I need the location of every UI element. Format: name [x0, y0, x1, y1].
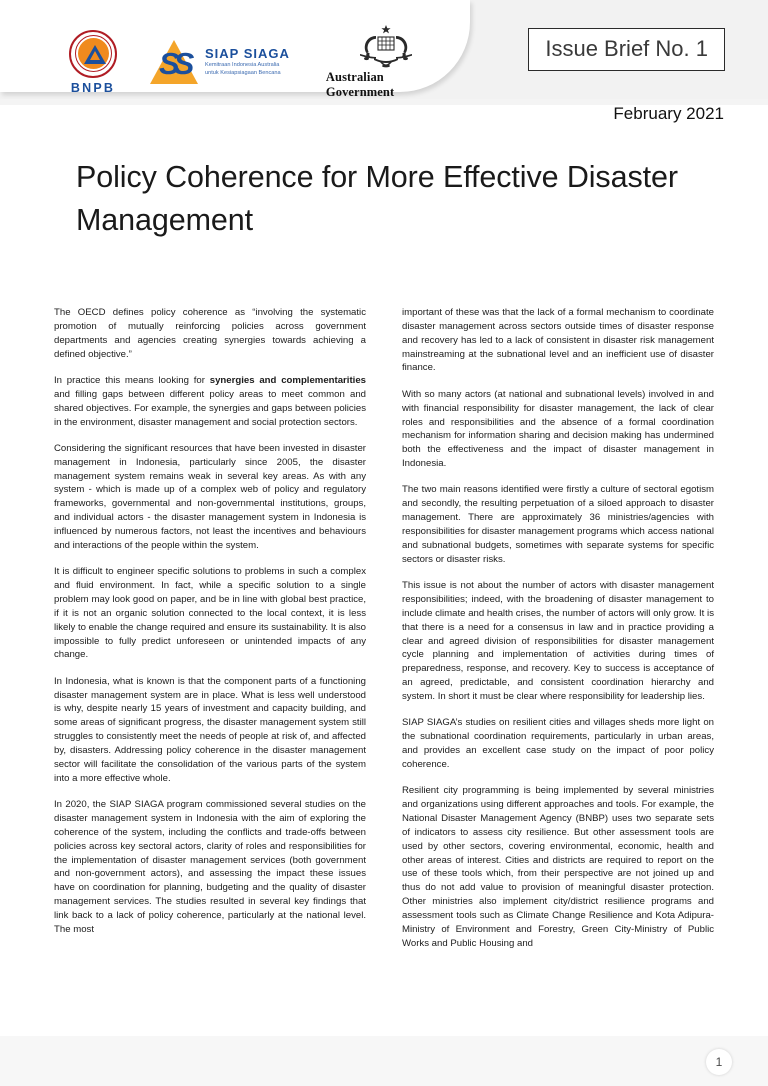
body-text: important of these was that the lack of a formal mechanism to coordinate disaster management across sectors outside times of disaster response and recovery has led to a lack of consistent in disaster risk management mainstreaming at the subnational level and an inefficient use of disaster finance.	[402, 307, 714, 374]
body-text: In practice this means looking for	[54, 374, 210, 386]
logo-row	[58, 24, 446, 100]
body-text: It is difficult to engineer specific solutions to problems in such a complex and fluid environment. In fact, while a specific solution to a single problem may look good on paper, and be in line with global best practice, if it is not an organic solution connected to the local context, it is less likely to enable the change required and ensure its sustainability. It is also impossible to fully predict unforeseen or unintended impacts of any change.	[54, 566, 366, 661]
issue-brief-badge: Issue Brief No. 1	[528, 28, 725, 71]
body-text: With so many actors (at national and subnational levels) involved in and with financial responsibility for disaster management, the lack of clear roles and responsibilities and the absence of a formal coordination mechanism for information sharing and decision making has undermined both the effectiveness and the impact of disaster management in Indonesia.	[402, 388, 714, 470]
siap-siaga-tagline-line1: Kemitraan Indonesia Australia	[205, 61, 280, 68]
body-text: In Indonesia, what is known is that the component parts of a functioning disaster management system are in place. What is less well understood is why, despite nearly 15 years of investment and capacity building, and some areas of significant progress, the disaster management system still struggles to consistently meet the needs of people at risk of, and affected by, disasters. Addressing policy coherence in the disaster management sector will facilitate the consolidation of the various parts of the system into a more effective whole.	[54, 675, 366, 784]
logo-australian-government	[326, 24, 446, 100]
body-text: In 2020, the SIAP SIAGA program commissioned several studies on the disaster management system in Indonesia with the aim of exploring the coherence of the system, including the conflicts and trade-offs between policies across key sectoral actors, clarity of roles and responsibilities for the implementation of disaster management services (both government and non-government actors), and assessing the impact these issues have on coordination for planning, budgeting and the quality of disaster management services. The studies resulted in several key findings that link back to a lack of policy coherence, particularly at the national level. The most	[54, 799, 366, 935]
body-paragraph	[54, 798, 366, 937]
australian-government-wordmark: Australian Government	[325, 70, 395, 99]
bnpb-seal-icon	[69, 30, 117, 78]
body-paragraph	[54, 565, 366, 662]
page-title: Policy Coherence for More Effective Disaster Management	[76, 160, 678, 238]
body-text: and filling gaps between different policy areas to meet common and shared objectives. For example, the synergies and gaps between policies in the environment, disaster management and social protection sectors.	[54, 388, 366, 428]
bnpb-inner-triangle-icon	[90, 51, 100, 60]
body-paragraph	[402, 784, 714, 950]
logo-bnpb	[58, 30, 128, 95]
siap-ss-monogram: SS	[159, 46, 189, 81]
siap-siaga-text-block	[205, 47, 290, 77]
body-paragraph	[402, 306, 714, 375]
body-text: The OECD defines policy coherence as “involving the systematic promotion of mutually reinforcing policies across government departments and agencies creating synergies towards achieving a defined objective.”	[54, 307, 366, 360]
page-number-badge: 1	[706, 1049, 732, 1075]
logo-siap-siaga	[150, 40, 290, 84]
body-paragraph	[402, 579, 714, 704]
body-text: SIAP SIAGA’s studies on resilient cities and villages sheds more light on the subnational coordination requirements, particularly in urban areas, and provides an excellent case study on the impact of poor policy coherence.	[402, 717, 714, 770]
body-paragraph	[402, 388, 714, 471]
body-columns	[54, 306, 714, 951]
body-paragraph	[54, 442, 366, 553]
publication-date: February 2021	[613, 104, 724, 123]
commonwealth-coat-of-arms-icon	[354, 24, 418, 68]
body-paragraph	[402, 483, 714, 566]
siap-siaga-tagline-line2: untuk Kesiapsiagaan Bencana	[205, 70, 281, 77]
body-text: The two main reasons identified were firstly a culture of sectoral egotism and secondly, the resulting perpetuation of a siloed approach to disaster management. There are approximately 36 ministries/agencies with responsibilities for disaster management programs which access national and subnational budgets, sometimes with separate systems for specific sectors or disaster risks.	[402, 484, 714, 565]
body-paragraph	[402, 716, 714, 771]
body-text: This issue is not about the number of actors with disaster management responsibilities; indeed, with the broadening of disaster management to include climate and health crises, the number of actors will only grow. It is that there is a need for a consensus in law and in practice providing a clear and agreed division of responsibilities for disaster management cycle planning and implementation of activities during times of preparedness, response, and recovery. Key to success is acceptance of an agreed, predictable, and consistent coordination hierarchy and system. In short it must be clear where responsibility for leadership lies.	[402, 580, 714, 702]
siap-siaga-triangle-icon	[150, 40, 198, 84]
page-footer	[0, 1036, 768, 1086]
body-paragraph	[54, 675, 366, 786]
body-text: Resilient city programming is being implemented by several ministries and organizations using different approaches and tools. For example, the National Disaster Management Agency (BNBP) uses two separate sets of indicators to assess city resilience. But other assessment tools are used by other sectors, covering environmental, economic, health and other areas of interest. Cities and districts are required to report on the use of these tools which, from their perspective are not joined up and thus do not add value to provision of meaningful disaster protection. Other ministries also implement city/district resilience programs and assessment tools such as Climate Change Resilience and Kota Adipura-Ministry of Environment and Forestry, Green City-Ministry of Public Works and Public Housing and	[402, 785, 714, 949]
body-paragraph	[54, 306, 366, 361]
siap-siaga-title: SIAP SIAGA	[205, 45, 290, 61]
right-column	[402, 306, 714, 951]
left-column	[54, 306, 366, 951]
body-text: Considering the significant resources that have been invested in disaster management in Indonesia, particularly since 2005, the disaster management system remains weak in several key areas. As with any system - which is made up of a complex web of policy and regulatory frameworks, governmental and non-governmental institutions, groups, and individual actors - the disaster management system in Indonesia is influenced by numerous factors, not least the incentives and behaviours and interactions of the people within the system.	[54, 442, 366, 551]
emphasis-text: synergies and complementarities	[209, 374, 366, 386]
page-header	[0, 0, 768, 132]
body-paragraph	[54, 374, 366, 429]
bnpb-wordmark: BNPB	[70, 80, 116, 95]
